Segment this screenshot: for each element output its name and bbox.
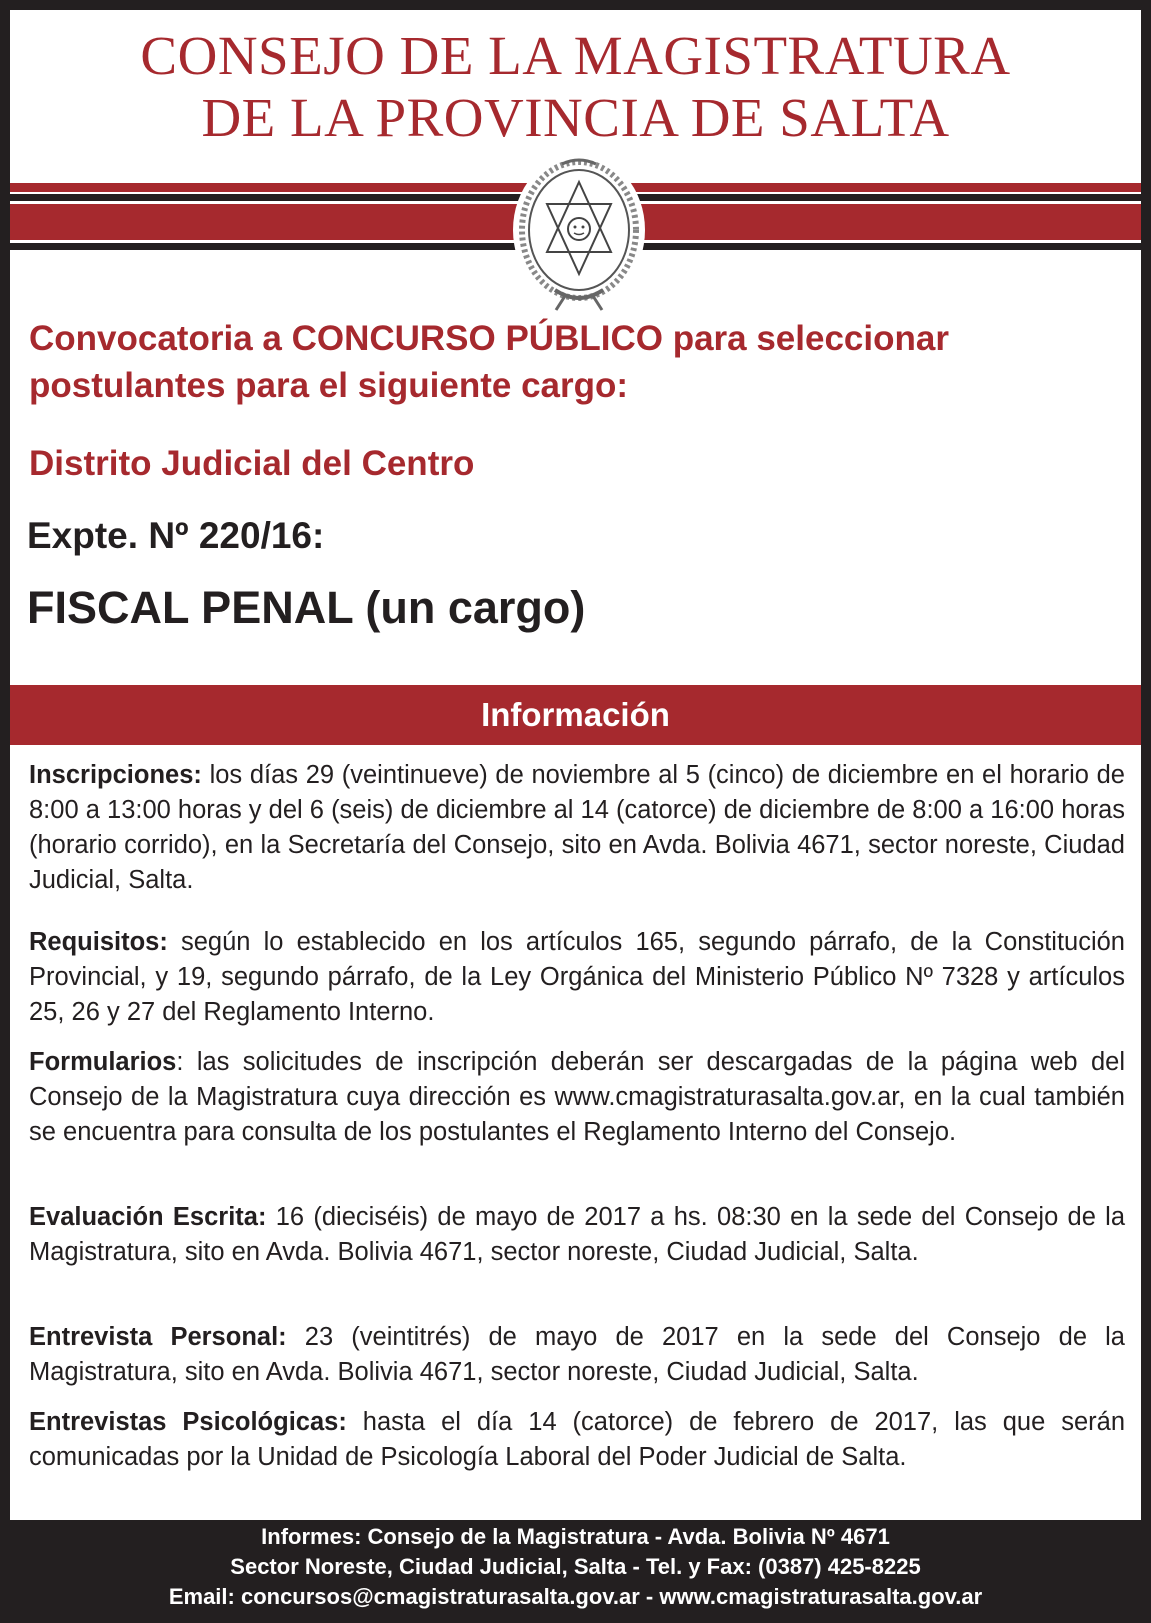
info-evaluacion-escrita	[29, 1200, 1125, 1270]
header-title-line1: CONSEJO DE LA MAGISTRATURA	[140, 25, 1011, 86]
header-title-line2: DE LA PROVINCIA DE SALTA	[201, 87, 950, 148]
info-text: 16 (dieciséis) de mayo de 2017 a hs. 08:30 en la sede del Consejo de la Magistratura, sito en Avda. Bolivia 4671, sector noreste, Ciudad Judicial, Salta.	[29, 1203, 1125, 1266]
info-text: los días 29 (veintinueve) de noviembre al 5 (cinco) de diciembre en el horario de 8:00 a 13:00 horas y del 6 (seis) de diciembre al 14 (catorce) de diciembre de 8:00 a 16:00 horas (horario corrido), en la Secretaría del Consejo, sito en Avda. Bolivia 4671, sector noreste, Ciudad Judicial, Salta.	[29, 761, 1125, 894]
info-text: : las solicitudes de inscripción deberán ser descargadas de la página web del Consejo de la Magistratura cuya dirección es www.cmagistraturasalta.gov.ar, en la cual también se encuentra para consulta de los postulantes el Reglamento Interno del Consejo.	[29, 1048, 1125, 1146]
info-inscripciones	[29, 758, 1125, 898]
info-text: según lo establecido en los artículos 165, segundo párrafo, de la Constitución Provincial, y 19, segundo párrafo, de la Ley Orgánica del Ministerio Público Nº 7328 y artículos 25, 26 y 27 del Reglamento Interno.	[29, 928, 1125, 1026]
info-label: Entrevistas Psicológicas:	[29, 1408, 347, 1436]
info-section-header: Información	[10, 685, 1141, 745]
distrito-heading: Distrito Judicial del Centro	[29, 444, 475, 483]
convocatoria-line1: Convocatoria a CONCURSO PÚBLICO para seleccionar	[29, 319, 949, 358]
info-label: Evaluación Escrita:	[29, 1203, 267, 1231]
cargo-title: FISCAL PENAL (un cargo)	[27, 582, 586, 633]
info-label: Inscripciones:	[29, 761, 202, 789]
info-label: Formularios	[29, 1048, 177, 1076]
info-label: Requisitos:	[29, 928, 168, 956]
info-requisitos	[29, 925, 1125, 1030]
expediente-number: Expte. Nº 220/16:	[27, 515, 325, 556]
info-label: Entrevista Personal:	[29, 1323, 287, 1351]
info-text: 23 (veintitrés) de mayo de 2017 en la sede del Consejo de la Magistratura, sito en Avda. Bolivia 4671, sector noreste, Ciudad Judicial, Salta.	[29, 1323, 1125, 1386]
footer-line2: Sector Noreste, Ciudad Judicial, Salta - Tel. y Fax: (0387) 425-8225	[230, 1554, 921, 1579]
info-formularios	[29, 1045, 1125, 1150]
convocatoria-heading	[29, 315, 1129, 409]
footer-line1: Informes: Consejo de la Magistratura - Avda. Bolivia Nº 4671	[261, 1524, 890, 1549]
info-text: hasta el día 14 (catorce) de febrero de 2017, las que serán comunicadas por la Unidad de Psicología Laboral del Poder Judicial de Salta.	[29, 1408, 1125, 1471]
info-entrevistas-psicologicas	[29, 1405, 1125, 1475]
info-entrevista-personal	[29, 1320, 1125, 1390]
convocatoria-line2: postulantes para el siguiente cargo:	[29, 366, 629, 405]
footer-line3: Email: concursos@cmagistraturasalta.gov.ar - www.cmagistraturasalta.gov.ar	[168, 1584, 983, 1609]
footer-contact	[0, 1522, 1151, 1612]
provincial-seal-icon	[510, 150, 648, 314]
notice-page	[10, 10, 1141, 1520]
